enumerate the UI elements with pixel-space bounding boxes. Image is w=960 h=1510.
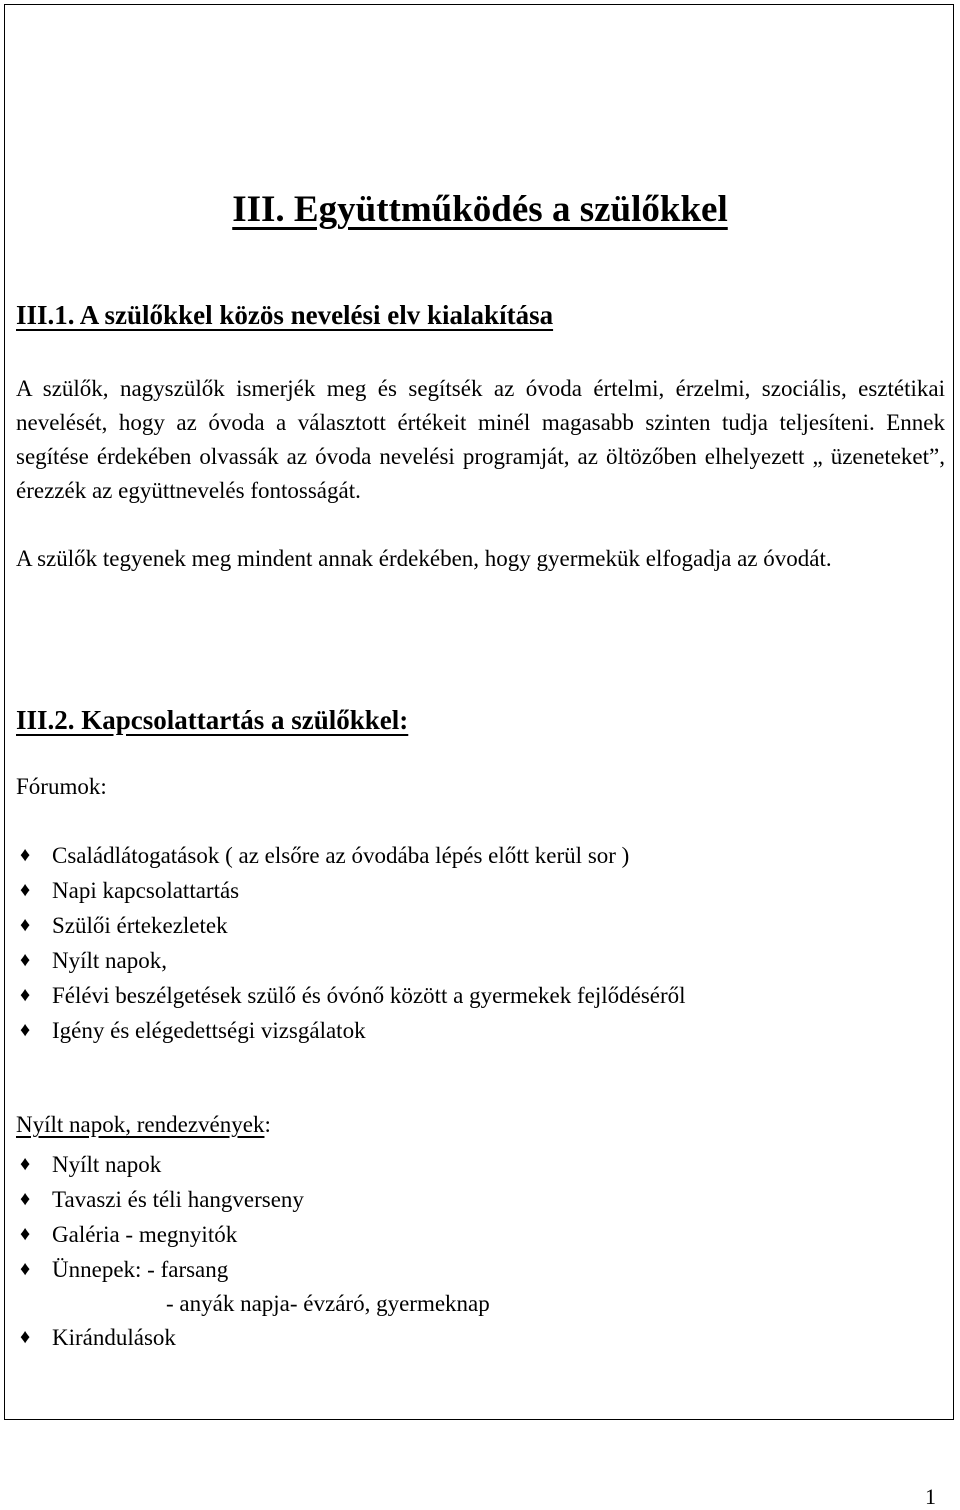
diamond-bullet-icon: ♦ (20, 949, 31, 971)
page-number: 1 (925, 1484, 936, 1509)
list-item-continuation: - anyák napja- évzáró, gyermeknap (166, 1291, 490, 1316)
list-item: ♦ Kirándulások (16, 1320, 490, 1355)
forums-label: Fórumok: (16, 774, 107, 799)
list-item: ♦ Galéria - megnyitók (16, 1217, 490, 1252)
events-label: Nyílt napok, rendezvények: (16, 1112, 271, 1137)
list-item: ♦ Igény és elégedettségi vizsgálatok (16, 1013, 686, 1048)
diamond-bullet-icon: ♦ (20, 1188, 31, 1210)
section-1-paragraph-1: A szülők, nagyszülők ismerjék meg és segítsék az óvoda értelmi, érzelmi, szociális, esztétikai nevelését, hogy az óvoda a választott értékeit minél magasabb szinten tudja teljesíteni. Ennek segítése érdekében olvassák az óvoda nevelési programját, az öltözőben elhelyezett „ üzeneteket”, érezzék az együttnevelés fontosságát. (16, 376, 945, 503)
list-item: ♦ Családlátogatások ( az elsőre az óvodába lépés előtt kerül sor ) (16, 838, 686, 873)
diamond-bullet-icon: ♦ (20, 844, 31, 866)
diamond-bullet-icon: ♦ (20, 879, 31, 901)
list-item: ♦ Napi kapcsolattartás (16, 873, 686, 908)
section-1-heading: III.1. A szülőkkel közös nevelési elv kialakítása (16, 300, 554, 330)
document-title: III. Együttműködés a szülőkkel (232, 189, 728, 230)
diamond-bullet-icon: ♦ (20, 1153, 31, 1175)
diamond-bullet-icon: ♦ (20, 1258, 31, 1280)
diamond-bullet-icon: ♦ (20, 1223, 31, 1245)
events-list (16, 1147, 490, 1355)
list-item: ♦ Ünnepek: - farsang (16, 1252, 490, 1287)
list-item: ♦ Szülői értekezletek (16, 908, 686, 943)
forums-list (16, 838, 686, 1048)
diamond-bullet-icon: ♦ (20, 914, 31, 936)
list-item: ♦ Tavaszi és téli hangverseny (16, 1182, 490, 1217)
list-item: ♦ Félévi beszélgetések szülő és óvónő között a gyermekek fejlődéséről (16, 978, 686, 1013)
list-item: ♦ Nyílt napok, (16, 943, 686, 978)
section-1-paragraph-2: A szülők tegyenek meg mindent annak érdekében, hogy gyermekük elfogadja az óvodát. (16, 546, 832, 571)
diamond-bullet-icon: ♦ (20, 1019, 31, 1041)
section-2-heading: III.2. Kapcsolattartás a szülőkkel: (16, 705, 409, 735)
list-item: ♦ Nyílt napok (16, 1147, 490, 1182)
diamond-bullet-icon: ♦ (20, 1326, 31, 1348)
diamond-bullet-icon: ♦ (20, 984, 31, 1006)
